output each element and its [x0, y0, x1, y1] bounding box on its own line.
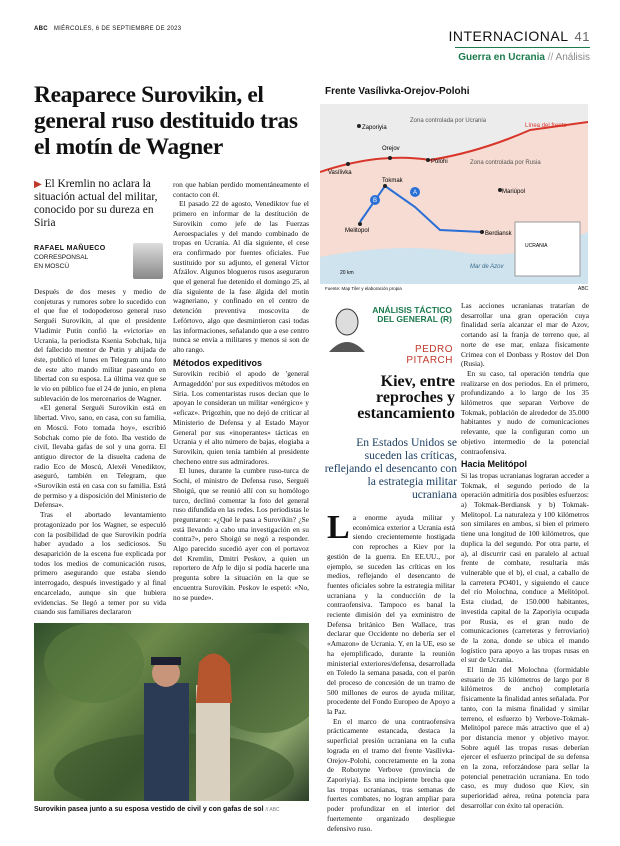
map-credit: ABC [578, 286, 589, 292]
map-place: Vasílivka [328, 170, 352, 176]
newspaper-brand: ABC [34, 26, 48, 32]
caption-text: Surovikin pasea junto a su esposa vestido de civil y con gafas de sol [34, 806, 264, 813]
subsection [458, 52, 590, 63]
paragraph: Después de dos meses y medio de conjeturas y rumores sobre lo sucedido con el que fue el todopoderoso general ruso Serguéi Surovikin, al que el presidente Vladimir Putin confió la «victoria» en Ucrania, la periodista Ksenia Sobchak, hija del fallecido mentor de Putin y ahijada de éste, publicó el lunes en Telegram una foto de este alto mando militar paseando en libertad con su esposa. La última vez que se le vio en público fue el 24 de junio, en plena sublevación de los mercenarios de Wagner. [34, 287, 166, 403]
photo-credit: // ABC [265, 807, 280, 813]
section-rule [455, 47, 590, 48]
analysis-author [395, 344, 453, 366]
paragraph: Surovikin recibió el apodo de 'general Armageddón' por sus expeditivos métodos en Siria. Los comentaristas rusos decían que le apoyan le consideran un militar «enérgico» y «eficaz». Prigozhin, que no dejó de criticar al Ministerio de Defensa y al Estado Mayor General por sus «inoperantes» tácticas en Ucrania y el alto número de bajas, elogiaba a Surovikin, quien tenía también al presidente checheno entre sus admiradores. [173, 369, 309, 466]
article-column-2 [173, 180, 309, 602]
dek-text: El Kremlin no aclara la situación actual del militar, conocido por su dureza en Siria [34, 178, 158, 229]
inset-label: UCRANIA [525, 243, 548, 249]
map-place: Mariúpol [502, 189, 526, 195]
headline: Reaparece Surovikin, el general ruso destituido tras el motín de Wagner [34, 82, 298, 160]
sea-label: Mar de Azov [470, 264, 504, 270]
page-number: 41 [574, 29, 590, 44]
map-place: Polohi [431, 159, 448, 165]
map-place: Berdiansk [485, 231, 512, 237]
author-portrait-illustration [325, 304, 369, 352]
map-place: Melitopol [345, 228, 370, 234]
subsection-type: Análisis [555, 52, 590, 63]
subsection-label: Guerra en Ucrania [458, 52, 545, 63]
paragraph: El lunes, durante la cumbre ruso-turca de Sochi, el ministro de Defensa ruso, Serguéi Shoigú, que se reunió allí con su homólogo turco, declinó comentar la foto del general ruso difundida en las redes. Los periodistas le preguntaron: «¿Qué le pasa a Surovikin? ¿Se está llevando a cabo una investigación en su contra?», pero Shoigú se negó a responder. Algo parecido sucedió ayer con el portavoz del Kremlin, Dmitri Peskov, a quien un reportero de Afp le dijo si podía hacerle una pregunta sobre la situación en la que se encuentra Surovikin. Peskov le espetó: «No, no se puede». [173, 466, 309, 602]
analysis-column-2 [461, 301, 589, 811]
paragraph: «El general Serguéi Surovikin está en libertad. Vivo, sano, en casa, con su familia, en Moscú. Foto tomada hoy», escribió Sobchak como pie de foto. Iba vestido de civil, llevaba gafas de sol y una gorra. El antiguo director de la disuelta cadena de radio Eco de Moscú, Alexéi Venediktov, aseguró, también en Telegram, que «Surovikin está en casa con su familia. Está de permiso y a disposición del Ministerio de Defensa». [34, 403, 166, 510]
byline-name: RAFAEL MAÑUECO [34, 245, 106, 252]
author-first-name: PEDRO [414, 344, 453, 355]
author-photo [133, 243, 163, 279]
paragraph: El pasado 22 de agosto, Venediktov fue el primero en informar de la destitución de Surovikin como jefe de las Fuerzas Aeroespaciales y del mando combinado de tropas en Ucrania. Al día siguiente, el cese era confirmado por fuentes oficiales. Fue sustituido por su adjunto, el general Víctor Afzálov. Algunos blogueros rusos aseguraron que el general fue detenido el domingo 25, al día siguiente de la fase álgida del motín wagneriano, y confinado en el centro de detención preventiva moscovita de Lefórtovo, algo que desmintieron casi todas las informaciones, señalando que a ese centro nunca se envía a militares y menos si son de alto rango. [173, 199, 309, 354]
subheading: Métodos expeditivos [173, 357, 263, 368]
author-last-name: PITARCH [406, 355, 453, 366]
byline-place: EN MOSCÚ [34, 263, 70, 270]
dek [34, 178, 170, 230]
drop-cap: L [327, 509, 350, 546]
map-place: Zaporiyia [362, 125, 387, 131]
frontline-label: Línea del frente [525, 123, 567, 129]
byline [34, 244, 106, 271]
analysis-title: Kiev, entre reproches y estancamiento [357, 373, 455, 422]
front-map [320, 82, 588, 296]
zone-ru-label: Zona controlada por Rusia [470, 160, 541, 166]
issue-date: MIÉRCOLES, 6 DE SEPTIEMBRE DE 2023 [53, 26, 182, 32]
article-column-1 [34, 287, 166, 617]
paragraph: En su caso, tal operación tendría que realizarse en dos periodos. En el primero, profundizando a lo largo de los 35 kilómetros que separan Verbove de Tokmak, población de alrededor de 35.000 habitantes y nudo de comunicaciones relevante, que la configuran como un objetivo intermedio de la potencial contraofensiva. [461, 368, 589, 456]
photo-caption [34, 806, 309, 813]
zone-ua-label: Zona controlada por Ucrania [410, 118, 487, 124]
paragraph: En el marco de una contraofensiva prácticamente estancada, destaca la superficial presión ucraniana en la cuña lograda en el tramo del frente Vasílivka-Orejov-Polohi, concretamente en la zona de Robotyne Verbove (provincia de Zaporiyia). Es una incipiente brecha que las tropas ucranianas, tras semanas de fuertes combates, no logran ampliar para poder profundizar en el interior del fuertemente organizado despliegue defensivo ruso. [327, 716, 455, 833]
map-place: Orejov [382, 146, 400, 152]
section-label: INTERNACIONAL [448, 28, 569, 44]
paragraph-text: a enorme ayuda militar y económica exterior a Ucrania está siendo crecientemente hostigada con reproches a Kiev por la gestión de la guerra. En EE.UU., por ejemplo, se suceden las críticas en los medios, reflejando el desencanto de fuentes oficiales sobre la estrategia militar ucraniana y la conducción de la contraofensiva. Tampoco es banal la reciente dimisión del ya exministro de Defensa británico Ben Wallace, tras declarar que Occidente no debería ser el «Amazon» de Ucrania. Y, en la UE, eso se ha ejemplificado, durante la reunión ministerial exteriores/defensa, desarrollada en Toledo la semana pasada, con el parón del proceso de concesión de un tramo de 500 millones de euros de ayuda militar, procedente del Fondo Europeo de Apoyo a la Paz. [327, 513, 455, 717]
byline-role: CORRESPONSAL [34, 254, 89, 261]
paragraph: Las acciones ucranianas tratarían de desarrollar una gran operación cuya finalidad sería alcanzar el mar de Azov, cortando así la franja de terreno que, al norte de ese mar, enlaza físicamente Crimea con el Donbass y Rostov del Don (Rusia). [461, 301, 589, 369]
scale-label: 20 km [340, 270, 354, 276]
paragraph: El limán del Molochna (formidable estuario de 35 kilómetros de largo por 8 kilómetros de ancho) completaría físicamente la finalidad antes señalada. Por tanto, con la misma finalidad y similar terreno, el esfuerzo b) Verbove-Tokmak-Melitópol parece más atractivo que el a) por distancia menor y objetivo mayor. Sobre aquél las tropas rusas deberían ejercer el esfuerzo principal de su defensa en la zona, reforzándose para sellar la potencial penetración ucraniana. En todo caso, es muy dudoso que Kiev, sin superioridad aérea, reúna potencia para desarrollar con éxito tal operación. [461, 665, 589, 810]
map-title: Frente Vasílivka-Orejov-Polohi [325, 86, 470, 97]
analysis-deck: En Estados Unidos se suceden las críticas, reflejando el desencanto con la estrategia militar ucraniana [324, 436, 457, 501]
inset-map [515, 222, 580, 276]
analysis-column-1 [327, 509, 455, 833]
paragraph [327, 509, 455, 717]
paragraph: Tras el abortado levantamiento protagonizado por los Wagner, se especuló con la posibilidad de que Surovikin podría haber ayudado a los sediciosos. Su desaparición de la escena fue explicada por todos los medios de comunicación rusos, primero asegurando que estaba siendo interrogado, después investigado y al final encarcelado, aunque sin que hubiera evidencias. Se llegó a temer por su vida cuando sus familiares declararon [34, 510, 166, 617]
paragraph: Si las tropas ucranianas lograran acceder a Tokmak, el segundo periodo de la operación admitiría dos posibles esfuerzos: a) Tokmak-Berdiansk y b) Tokmak-Melitopol. La naturaleza y 100 kilómetros son similares en ambos, si bien el primero tiene una longitud de 100 kilómetros, que duplica la del segundo. Por otra parte, el a), al discurrir casi en paralelo al actual frente de combate, resultaría más vulnerable que el b), el cual, a caballo de la carretera PO401, y siguiendo el cauce del río Molochna, conduce a Melitópol. Esta ciudad, de 150.000 habitantes, investida capital de la Zaporiyia ocupada por Rusia, es el gran nudo de comunicaciones (carreteras y ferroviario) de la zona, donde se ubica el mando logístico para apoyo a las tropas rusas en el sur de Ucrania. [461, 470, 589, 665]
section-name [448, 28, 590, 44]
triangle-bullet-icon: ▶ [34, 179, 42, 190]
map-place: Tokmak [382, 178, 403, 184]
couple-illustration [34, 623, 309, 801]
route-a-label: A [413, 190, 418, 196]
analysis-kicker: ANÁLISIS TÁCTICO DEL GENERAL (R) [372, 305, 452, 324]
route-b-label: B [373, 198, 378, 204]
main-photo [34, 623, 309, 801]
paragraph: ron que habían perdido momentáneamente el contacto con él. [173, 180, 309, 199]
subheading: Hacia Melitópol [461, 459, 528, 470]
map-source: Fuente: Map Tiler y elaboración propia [325, 286, 402, 291]
subsection-separator: // [547, 52, 554, 63]
